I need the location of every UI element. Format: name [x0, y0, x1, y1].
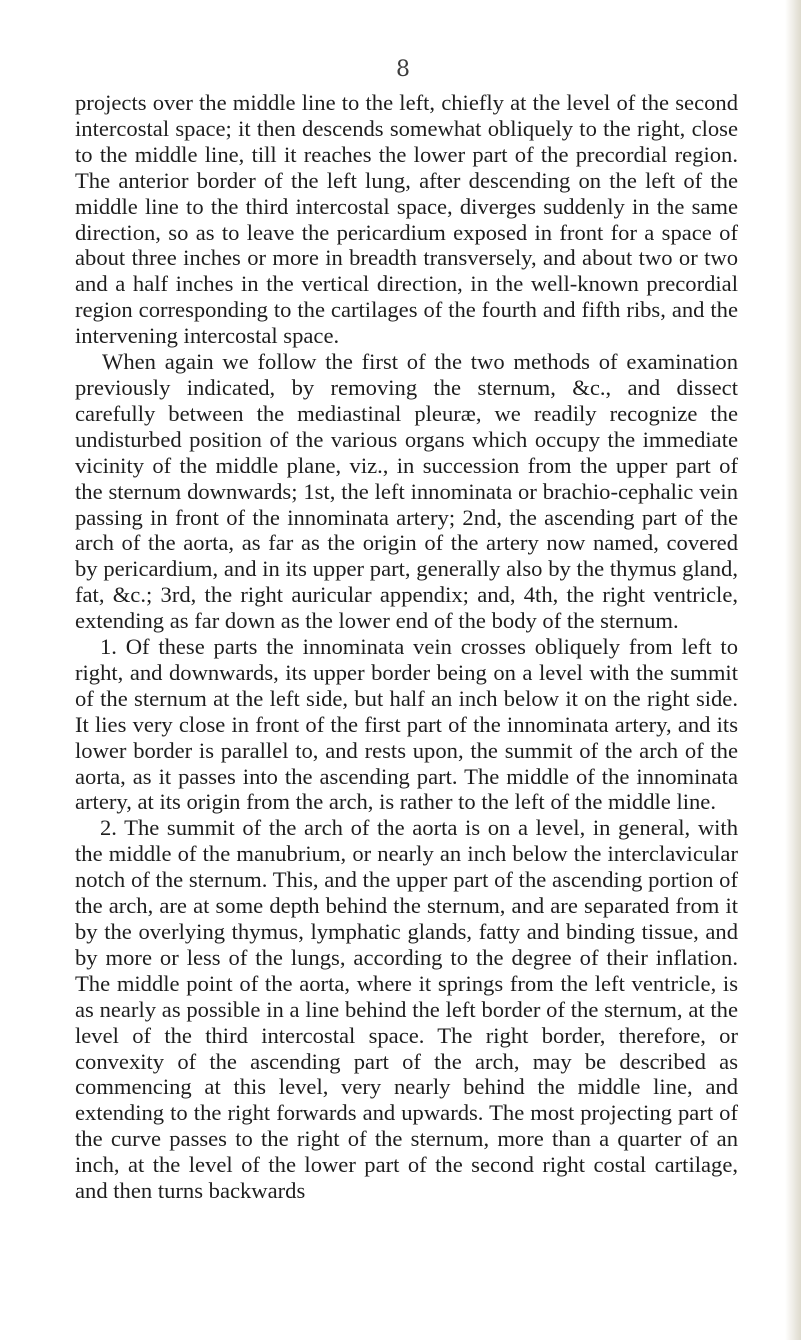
paragraph-2-text: When again we follow the first of the two methods of examination previously indicated, by removing the sternum, &c., and dissect carefully between the mediastinal pleuræ, we readily recognize the undisturbed position of the various organs which occupy the immediate vicinity of the middle plane, viz., in succession from the upper part of the sternum downwards; 1st, the left innominata or brachio-cephalic vein passing in front of the innominata artery; 2nd, the ascending part of the arch of the aorta, as far as the origin of the artery now named, covered by pericardium, and in its upper part, generally also by the thymus gland, fat, &c.; 3rd, the right auricular appendix; and, 4th, the right ventricle, extending as far down as the lower end of the body of the sternum.	[75, 349, 738, 634]
paragraph-3	[75, 634, 738, 815]
page-number: 8	[396, 57, 410, 82]
body-text	[75, 90, 738, 1204]
paragraph-3-text: 1. Of these parts the innominata vein crosses obliquely from left to right, and downwards, its upper border being on a level with the summit of the sternum at the left side, but half an inch below it on the right side. It lies very close in front of the first part of the innominata artery, and its lower border is parallel to, and rests upon, the summit of the arch of the aorta, as it passes into the ascending part. The middle of the innominata artery, at its origin from the arch, is rather to the left of the middle line.	[75, 634, 738, 815]
paragraph-1-text: projects over the middle line to the left, chiefly at the level of the second intercostal space; it then descends somewhat obliquely to the right, close to the middle line, till it reaches the lower part of the precordial region. The anterior border of the left lung, after descending on the left of the middle line to the third intercostal space, diverges suddenly in the same direction, so as to leave the pericardium exposed in front for a space of about three inches or more in breadth transversely, and about two or two and a half inches in the vertical direction, in the well-known precordial region corresponding to the cartilages of the fourth and fifth ribs, and the intervening intercostal space.	[75, 90, 738, 349]
page-edge-shadow	[785, 0, 801, 1340]
paragraph-4-text: 2. The summit of the arch of the aorta is on a level, in general, with the middle of the manubrium, or nearly an inch below the interclavicular notch of the sternum. This, and the upper part of the ascending portion of the arch, are at some depth behind the sternum, and are separated from it by the overlying thymus, lymphatic glands, fatty and binding tissue, and by more or less of the lungs, according to the degree of their inflation. The middle point of the aorta, where it springs from the left ventricle, is as nearly as possible in a line behind the left border of the sternum, at the level of the third intercostal space. The right border, therefore, or convexity of the ascending part of the arch, may be described as commencing at this level, very nearly behind the middle line, and extending to the right forwards and upwards. The most projecting part of the curve passes to the right of the sternum, more than a quarter of an inch, at the level of the lower part of the second right costal cartilage, and then turns backwards	[75, 815, 738, 1204]
paragraph-4	[75, 815, 738, 1204]
paragraph-2	[75, 349, 738, 634]
paragraph-1	[75, 90, 738, 349]
